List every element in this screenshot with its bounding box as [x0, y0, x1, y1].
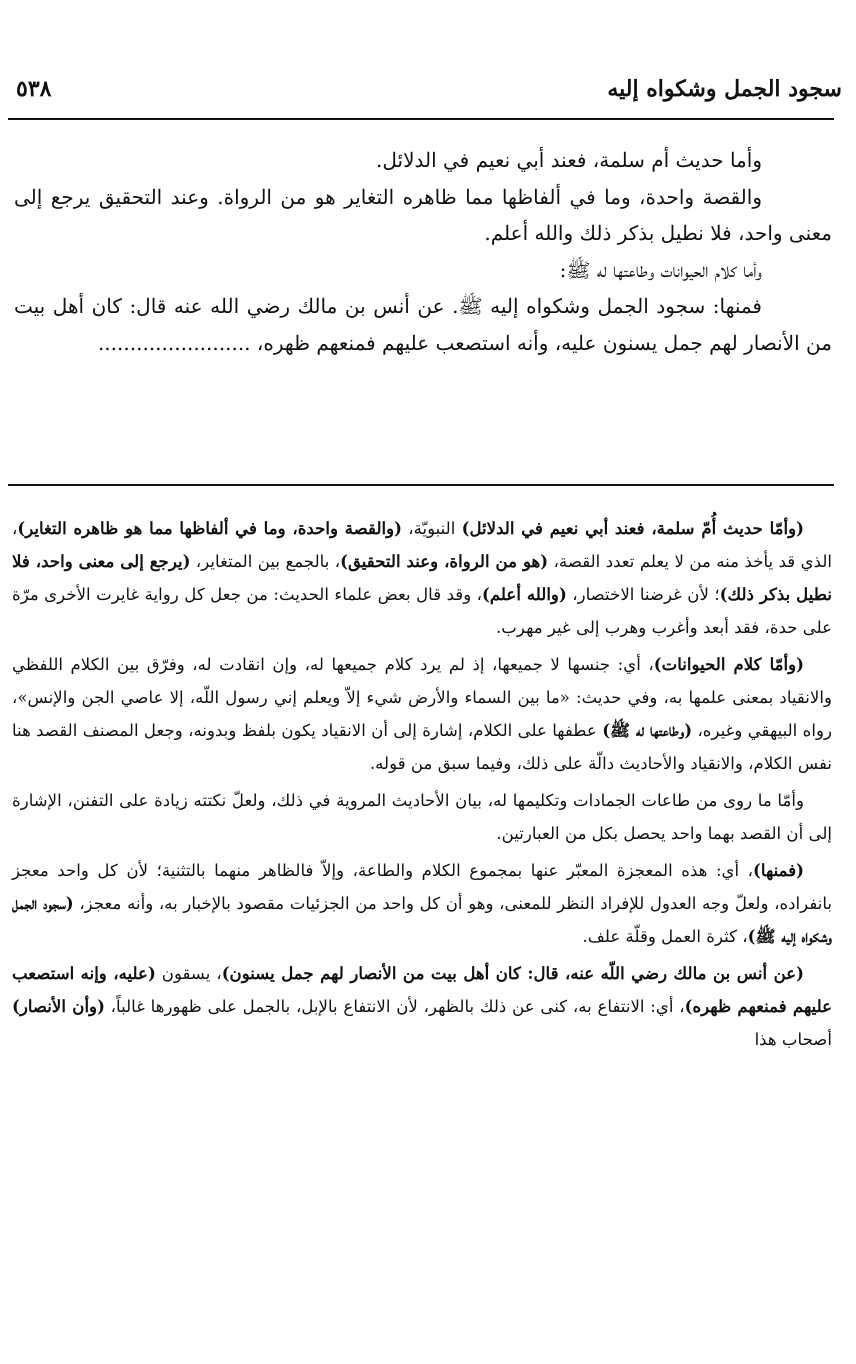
main-paragraph-4 — [14, 288, 832, 361]
quoted-text: (يرجع إلى معنى واحد، فلا نطيل بذكر ذلك) — [12, 551, 832, 604]
commentary-text-span: ؛ لأن غرضنا الاختصار، — [566, 585, 720, 604]
commentary-text-span: ، بالجمع بين المتغاير، — [190, 552, 341, 571]
commentary-text-span: أصحاب هذا — [754, 1030, 832, 1049]
commentary-paragraph-1 — [12, 512, 832, 644]
quoted-text: (عليه، وإنه استصعب عليهم فمنعهم ظهره) — [12, 963, 832, 1016]
commentary-text-span: النبويّة، — [401, 519, 462, 538]
commentary-text-span: ، أي: الانتفاع به، كنى عن ذلك بالظهر، لأن الانتفاع بالإبل، بالجمل على ظهورها غالباً، — [104, 997, 685, 1016]
quoted-text: (وطاعتها له ﷺ) — [602, 720, 693, 740]
commentary-text-span: ، أي: هذه المعجزة المعبّر عنها بمجموع الكلام والطاعة، وإلاّ فالظاهر منهما بالتثنية؛ لأن كل واحد معجز بانفراده، ولعلّ وجه العدول للإفراد النظر للمعنى، وهو أن كل واحد من الجزئيات مقصود بالإخبار به، وأنه معجز، — [12, 861, 833, 913]
commentary-text-span: ، كثرة العمل وقلّة علف. — [582, 927, 748, 946]
header-rule — [8, 118, 834, 120]
quoted-text: (فمنها) — [753, 860, 804, 880]
commentary-paragraph-3: وأمّا ما روى من طاعات الجمادات وتكليمها له، بيان الأحاديث المروية في ذلك، ولعلّ نكتته زيادة على التفنن، الإشارة إلى أن القصد بهما واحد يحصل بكل من العبارتين. — [12, 791, 832, 843]
main-paragraph-2: والقصة واحدة، وما في ألفاظها مما ظاهره التغاير هو من الرواة. وعند التحقيق يرجع إلى معنى واحد، فلا نطيل بذكر ذلك والله أعلم. — [14, 184, 832, 246]
footnote-separator — [8, 484, 834, 486]
commentary-text-span: ، وقد قال بعض علماء الحديث: من جعل كل رواية غايرت الأخرى مرّة على حدة، فقد أبعد وأغرب وهرب إلى غير مهرب. — [12, 585, 832, 637]
commentary-paragraph-2 — [12, 648, 832, 780]
commentary-text-span: عطفها على الكلام، إشارة إلى أن الانقياد يكون بلفظ وبدونه، وجعل المصنف القصد هنا نفس الكلام، والانقياد والأحاديث دالّة على ذلك، وفيما سبق من قوله. — [12, 721, 832, 773]
quoted-text: (وأن الأنصار) — [12, 996, 105, 1016]
quoted-text: (عن أنس بن مالك رضي اللّه عنه، قال: كان أهل بيت من الأنصار لهم جمل يسنون) — [221, 963, 804, 983]
quoted-text: (وأمّا كلام الحيوانات) — [653, 654, 804, 674]
main-paragraph-3: وأما كلام الحيوانات وطاعتها له ﷺ: — [559, 257, 762, 282]
main-text — [14, 142, 832, 362]
running-header-title: سجود الجمل وشكواه إليه — [607, 76, 842, 102]
quoted-text: (والله أعلم) — [482, 584, 567, 604]
commentary-paragraph-4 — [12, 854, 832, 953]
commentary-text-span: ، أي: جنسها لا جميعها، إذ لم يرد كلام جميعها له، وإن انقادت له، وفرّق بين الكلام اللفظي والانقياد بمعنى علمها به، وفي حديث: «ما بين السماء والأرض شيء إلاّ ويعلم إني رسول اللّه، إلا عاصي الجن والإنس»، رواه البيهقي وغيره، — [12, 655, 832, 740]
commentary-text-span: ، الذي قد يأخذ منه من لا يعلم تعدد القصة، — [12, 519, 833, 571]
quoted-text: (هو من الرواة، وعند التحقيق) — [340, 551, 549, 571]
main-paragraph-4-text: فمنها: سجود الجمل وشكواه إليه ﷺ. عن أنس بن مالك رضي الله عنه قال: كان أهل بيت من الأنصار لهم جمل يسنون عليه، وأنه استصعب عليهم فمنعهم ظهره، — [14, 294, 832, 355]
main-paragraph-1: وأما حديث أم سلمة، فعند أبي نعيم في الدلائل. — [376, 148, 762, 172]
ellipsis-dots: ........................ — [97, 330, 251, 355]
quoted-text: (وأمّا حديث أُمّ سلمة، فعند أبي نعيم في الدلائل) — [461, 518, 804, 538]
commentary-text — [12, 512, 832, 1060]
commentary-text-span: ، يسقون — [155, 964, 222, 983]
page-number: ٥٣٨ — [16, 76, 52, 102]
quoted-text: (والقصة واحدة، وما في ألفاظها مما هو ظاهره التغاير) — [17, 518, 402, 538]
commentary-paragraph-5 — [12, 957, 832, 1056]
quoted-text: (سجود الجمل وشكواه إليه ﷺ) — [12, 893, 832, 946]
